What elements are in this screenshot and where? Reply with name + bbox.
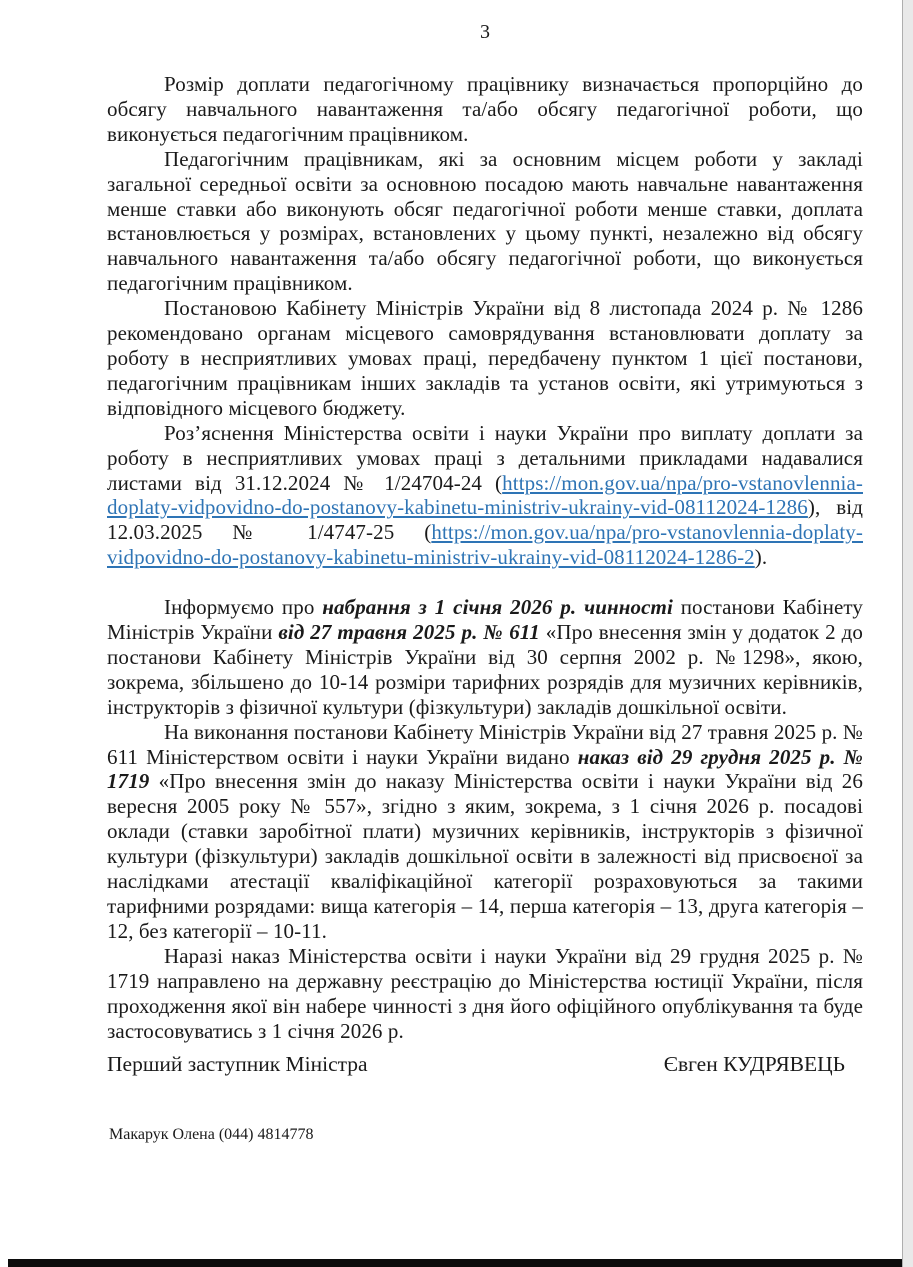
body-text: Педагогічним працівникам, які за основним місцем роботи у закладі загальної середньої освіти за основною посадою мають навчальне навантаження менше ставки або виконують обсяг педагогічної роботи менше ставки, доплата встановлюється у розмірах, встановлених у цьому пункті, незалежно від обсягу навчального навантаження та/або обсягу педагогічної роботи, що виконується педагогічним працівником.	[107, 146, 863, 296]
body-text: Постановою Кабінету Міністрів України від 8 листопада 2024 р. № 1286 рекомендовано органам місцевого самоврядування встановлювати доплату за роботу в несприятливих умовах праці, передбачену пунктом 1 цієї постанови, педагогічним працівникам інших закладів та установ освіти, які утримуються з відповідного місцевого бюджету.	[107, 296, 863, 420]
page-edge-strip	[902, 0, 913, 1267]
body-text: Розмір доплати педагогічному працівнику визначається пропорційно до обсягу навчального навантаження та/або обсягу педагогічної роботи, що виконується педагогічним працівником.	[107, 72, 863, 146]
paragraph	[107, 72, 863, 147]
body-text: постанови Кабінету Міністрів України	[107, 595, 863, 645]
body-text: ), від 12.03.2025 № 1/4747-25 (	[107, 495, 863, 545]
signatory-name: Євген КУДРЯВЕЦЬ	[663, 1052, 845, 1076]
signature-row	[107, 1052, 863, 1077]
body-text: Інформуємо про	[164, 595, 323, 620]
hyperlink[interactable]: https://mon.gov.ua/npa/pro-vstanovlennia-doplaty-vidpovidno-do-postanovy-kabinetu-ministriv-ukrainy-vid-08112024-1286-2	[107, 520, 863, 570]
paragraph	[107, 147, 863, 296]
document-body	[107, 72, 863, 1043]
emphasis-text: наказ від 29 грудня 2025 р. № 1719	[107, 744, 863, 794]
body-text: ).	[754, 545, 768, 570]
body-text: На виконання постанови Кабінету Міністрів України від 27 травня 2025 р. № 611 Міністерством освіти і науки України видано	[107, 719, 864, 769]
emphasis-text: від 27 травня 2025 р. № 611	[278, 620, 540, 645]
paragraph	[107, 944, 863, 1044]
signatory-title: Перший заступник Міністра	[107, 1052, 368, 1076]
hyperlink[interactable]: https://mon.gov.ua/npa/pro-vstanovlennia-doplaty-vidpovidno-do-postanovy-kabinetu-ministriv-ukrainy-vid-08112024-1286	[107, 470, 863, 520]
paragraph	[107, 595, 863, 720]
body-text: Роз’яснення Міністерства освіти і науки України про виплату доплати за роботу в несприятливих умовах праці з детальними прикладами надавалися листами від 31.12.2024 № 1/24704-24 (	[107, 420, 863, 495]
scan-bottom-edge	[8, 1259, 902, 1267]
body-text: «Про внесення змін до наказу Міністерства освіти і науки України від 26 вересня 2005 року № 557», згідно з яким, зокрема, з 1 січня 2026 р. посадові оклади (ставки заробітної плати) музичних керівників, інструкторів з фізичної культури (фізкультури) закладів дошкільної освіти в залежності від присвоєної за наслідками атестації кваліфікаційної категорії розраховуються за такими тарифними розрядами: вища категорія – 14, перша категорія – 13, друга категорія – 12, без категорії – 10-11.	[107, 769, 863, 943]
page-number: 3	[480, 21, 490, 43]
body-text: Наразі наказ Міністерства освіти і науки України від 29 грудня 2025 р. № 1719 направлено на державну реєстрацію до Міністерства юстиції України, після проходження якої він набере чинності з дня його офіційного опублікування та буде застосовуватись з 1 січня 2026 р.	[107, 943, 863, 1043]
body-text: «Про внесення змін у додаток 2 до постанови Кабінету Міністрів України від 30 серпня 2002 р. №1298», якою, зокрема, збільшено до 10-14 розміри тарифних розрядів для музичних керівників, інструкторів з фізичної культури (фізкультури) закладів дошкільної освіти.	[107, 620, 863, 719]
paragraph	[107, 720, 863, 944]
contact-footer: Макарук Олена (044) 4814778	[109, 1126, 314, 1143]
paragraph	[107, 296, 863, 421]
paragraph	[107, 421, 863, 570]
emphasis-text: набрання з 1 січня 2026 р. чинності	[322, 595, 673, 620]
